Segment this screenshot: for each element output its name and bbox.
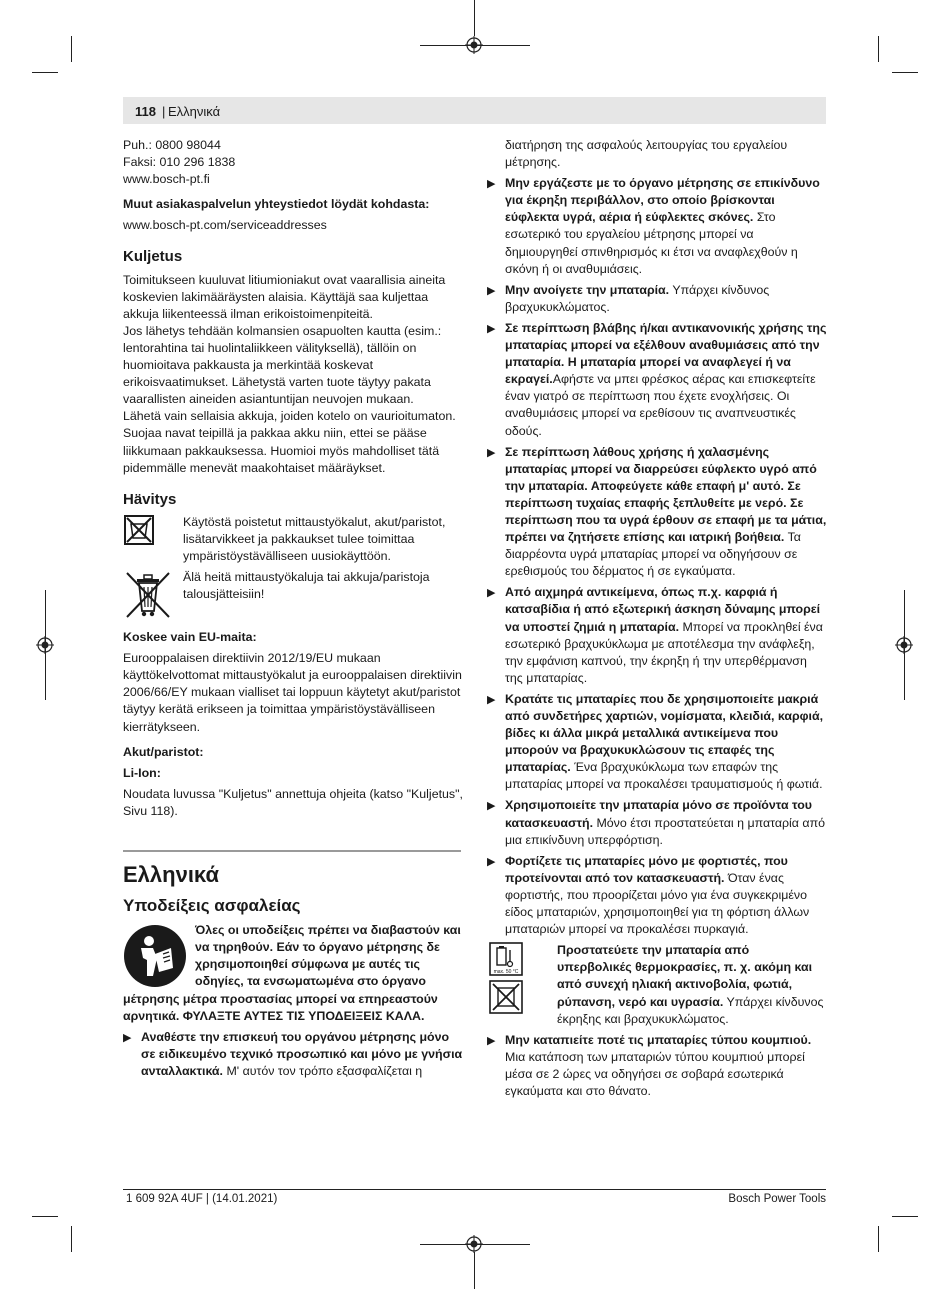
recycle-box-icon <box>123 514 155 546</box>
bullet-bold: Φορτίζετε τις μπαταρίες μόνο με φορτιστές, που προτείνονται από τον κατασκευαστή. <box>505 853 788 885</box>
bullet-triangle-icon: ▶ <box>487 178 496 191</box>
safety-bullet <box>487 175 827 278</box>
safety-intro-text: Όλες οι υποδείξεις πρέπει να διαβαστούν και να τηρηθούν. Εάν το όργανο μέτρησης δε χρησιμοποιηθεί σύμφωνα με αυτές τις οδηγίες, τα ενσωματωμένα στο όργανο μέτρησης μέτρα προστασίας μπορεί να επηρεαστούν αρνητικά. ΦΥΛΑΞΤΕ ΑΥΤΕΣ ΤΙΣ ΥΠΟΔΕΙΞΕΙΣ ΚΑΛΑ. <box>123 923 461 1023</box>
bullet-text: Υπάρχει κίνδυνος βραχυκυκλώματος. <box>505 282 770 314</box>
bullet-text: Μια κατάποση των μπαταριών τύπου κουμπιού μπορεί μέσα σε 2 ώρες να οδηγήσει σε σοβαρά εσωτερικά εγκαύματα και στο θάνατο. <box>505 1049 805 1098</box>
page-number: 118 <box>135 104 156 119</box>
crop-mark <box>892 72 918 73</box>
transport-paragraph: Lähetä vain sellaisia akkuja, joiden kotelo on vaurioitumaton. Suojaa navat teipillä ja pakkaa akku niin, ettei se pääse liikkumaan pakkauksessa. Huomioi myös mahdolliset tätä pidemmälle menevät maakohtaiset määräykset. <box>123 409 456 475</box>
eu-paragraph: Eurooppalaisen direktiivin 2012/19/EU mukaan käyttökelvottomat mittaustyökalut ja eurooppalaisen direktiivin 2006/66/EY mukaan vialliset tai loppuun käytetyt akut/paristot täytyy kerätä erikseen ja toimittaa ympäristöystävälliseen kierrätykseen. <box>123 651 462 734</box>
bullet-text: Όταν ένας φορτιστής, που προορίζεται μόνο για ένα συγκεκριμένο είδος μπαταριών, χρησιμοποιηθεί για τη φόρτιση άλλων μπαταριών μπορεί να προκαλέσει πυρκαγιά. <box>505 870 810 937</box>
transport-paragraph: Jos lähetys tehdään kolmansien osapuolten kautta (esim.: lentorahtina tai huolintaliikkeen välityksellä), tällöin on huomioitava pakkausta ja merkintää koskevat erikoisvaatimukset. Lähetystä varten tuote täytyy pakata vaarallisten aineiden asiantuntijan neuvojen mukaan. <box>123 323 442 407</box>
disposal-item <box>123 569 465 617</box>
bullet-text: Τα διαρρέοντα υγρά μπαταρίας μπορεί να οδηγήσουν σε ερεθισμούς του δέρματος ή σε εγκαύματα. <box>505 530 801 579</box>
safety-title: Υποδείξεις ασφαλείας <box>123 896 301 916</box>
safety-bullet <box>487 691 827 794</box>
crop-mark <box>878 36 879 62</box>
heat-text: Υπάρχει κίνδυνος έκρηξης και βραχυκυκλώματος. <box>557 994 824 1026</box>
heat-warning <box>487 942 827 1027</box>
safety-bullet <box>487 853 827 938</box>
contact-phone: Puh.: 0800 98044 <box>123 138 221 152</box>
bullet-text: Μ' αυτόν τον τρόπο εξασφαλίζεται η <box>223 1063 423 1078</box>
crop-mark <box>32 1216 58 1217</box>
liion-paragraph: Noudata luvussa "Kuljetus" annettuja ohjeita (katso "Kuljetus", Sivu 118). <box>123 786 463 818</box>
crop-mark <box>32 72 58 73</box>
batteries-heading: Akut/paristot: <box>123 744 204 759</box>
footer-doc-id: 1 609 92A 4UF | (14.01.2021) <box>126 1193 278 1205</box>
bullet-triangle-icon: ▶ <box>487 284 496 297</box>
read-manual-icon <box>123 924 187 988</box>
liion-heading: Li-Ion: <box>123 765 161 780</box>
crop-mark <box>71 1226 72 1252</box>
bullet-bold: Μην ανοίγετε την μπαταρία. <box>505 282 670 297</box>
greek-section-title: Ελληνικά <box>123 862 219 887</box>
continuation-text: διατήρηση της ασφαλούς λειτουργίας του εργαλείου μέτρησης. <box>505 138 788 170</box>
section-divider <box>123 850 461 852</box>
max-temperature-icon <box>489 942 523 976</box>
crop-mark <box>474 0 475 36</box>
bullet-bold: Κρατάτε τις μπαταρίες που δε χρησιμοποιείτε μακριά από συνδετήρες χαρτιών, νομίσματα, κλειδιά, καρφιά, βίδες κι άλλα μικρά μεταλλικά αντικείμενα που μπορούν να βραχυκυκλώσουν τις επαφές της μπαταρίας. <box>505 691 824 775</box>
crop-mark <box>474 1252 475 1289</box>
registration-mark-icon <box>465 1235 483 1253</box>
safety-bullet <box>487 282 827 316</box>
registration-mark-icon <box>465 36 483 54</box>
disposal-text: Älä heitä mittaustyökaluja tai akkuja/paristoja talousjätteisiin! <box>183 570 430 602</box>
bullet-bold: Σε περίπτωση λάθους χρήσης ή χαλασμένης μπαταρίας μπορεί να διαρρεύσει εύφλεκτο υγρό από την μπαταρία. Αποφεύγετε κάθε επαφή μ' αυτό. Σε περίπτωση τυχαίας επαφής ξεπλυθείτε με νερό. Σε περίπτωση που τα υγρά έρθουν σε επαφή με τα μάτια, πρέπει να ζητήσετε επίσης και ιατρική βοήθεια. <box>505 444 827 545</box>
bullet-text: Στο εσωτερικό του εργαλείου μέτρησης μπορεί να δημιουργηθεί σπινθηρισμός κι έτσι να αναφλεχθούν η σκόνη ή οι αναθυμιάσεις. <box>505 210 798 276</box>
max-temp-label: max. 50 °C <box>493 969 519 976</box>
page-header <box>123 97 826 124</box>
page-footer <box>123 1189 826 1205</box>
bullet-bold: Από αιχμηρά αντικείμενα, όπως π.χ. καρφιά ή κατσαβίδια ή από εξωτερική άσκηση δύναμης μπορεί να υποστεί ζημιά η μπαταρία. <box>505 585 821 634</box>
bullet-text: Ένα βραχυκύκλωμα των επαφών της μπαταρίας μπορεί να προκαλέσει τραυματισμούς ή φωτιά. <box>505 760 823 792</box>
bullet-text: Αφήστε να μπει φρέσκος αέρας και επισκεφτείτε έναν γιατρό σε περίπτωση που έχετε ενοχλήσεις. Οι αναθυμιάσεις μπορεί να ερεθίσουν τις αναπνευστικές οδούς. <box>505 372 816 438</box>
crossed-bin-icon <box>123 569 173 621</box>
registration-mark-icon <box>36 636 54 654</box>
bullet-bold: Μην καταπιείτε ποτέ τις μπαταρίες τύπου κουμπιού. <box>505 1032 812 1047</box>
disposal-heading: Hävitys <box>123 490 177 508</box>
bullet-text: Μπορεί να προκληθεί ένα εσωτερικό βραχυκύκλωμα με αποτέλεσμα την ανάφλεξη, την εμφάνιση καπνού, την έκρηξη ή την υπερθέρμανση της μπαταρίας. <box>505 619 823 685</box>
service-heading: Muut asiakaspalvelun yhteystiedot löydät kohdasta: <box>123 197 430 212</box>
crop-mark <box>878 1226 879 1252</box>
bullet-triangle-icon: ▶ <box>123 1031 132 1044</box>
bullet-triangle-icon: ▶ <box>487 693 496 706</box>
header-language: Ελληνικά <box>168 104 221 119</box>
bullet-triangle-icon: ▶ <box>487 446 496 459</box>
footer-brand: Bosch Power Tools <box>728 1193 826 1205</box>
bullet-triangle-icon: ▶ <box>487 587 496 600</box>
disposal-item <box>123 514 465 565</box>
bullet-triangle-icon: ▶ <box>487 800 496 813</box>
safety-bullet <box>123 1029 465 1080</box>
safety-intro <box>123 922 465 1025</box>
safety-bullet <box>487 444 827 581</box>
no-water-battery-icon <box>489 980 523 1014</box>
bullet-triangle-icon: ▶ <box>487 322 496 335</box>
bullet-triangle-icon: ▶ <box>487 855 496 868</box>
bullet-triangle-icon: ▶ <box>487 1034 496 1047</box>
crop-mark <box>71 36 72 62</box>
bullet-bold: Σε περίπτωση βλάβης ή/και αντικανονικής χρήσης της μπαταρίας μπορεί να εξέλθουν αναθυμιάσεις από την μπαταρία. Η μπαταρία μπορεί να αναφλεγεί ή να εκραγεί. <box>505 320 827 387</box>
bullet-bold: Μην εργάζεστε με το όργανο μέτρησης σε επικίνδυνο για έκρηξη περιβάλλον, στο οποίο βρίσκονται εύφλεκτα υγρά, αέρια ή εύφλεκτες σκόνες. <box>505 176 820 225</box>
heat-bold: Προστατεύετε την μπαταρία από υπερβολικές θερμοκρασίες, π. χ. ακόμη και από συνεχή ηλιακή ακτινοβολία, φωτιά, ρύπανση, νερό και υγρασία. <box>557 943 813 1009</box>
right-column <box>487 137 827 1104</box>
bullet-bold: Αναθέστε την επισκευή του οργάνου μέτρησης μόνο σε ειδικευμένο τεχνικό προσωπικό και μόνο με γνήσια ανταλλακτικά. <box>141 1029 463 1078</box>
disposal-text: Käytöstä poistetut mittaustyökalut, akut/paristot, lisätarvikkeet ja pakkaukset tulee toimittaa ympäristöystävälliseen uusiokäyttöön. <box>183 514 446 563</box>
contact-fax: Faksi: 010 296 1838 <box>123 155 236 170</box>
service-url: www.bosch-pt.com/serviceaddresses <box>123 218 327 233</box>
left-column <box>123 137 465 1084</box>
header-separator: | <box>162 104 166 119</box>
transport-paragraph: Toimitukseen kuuluvat litiumioniakut ovat vaarallisia aineita koskevien lakimääräysten alaisia. Käyttäjä saa kuljettaa akkuja liikenteessä ilman erikoistoimenpiteitä. <box>123 272 446 321</box>
crop-mark <box>892 1216 918 1217</box>
bullet-bold: Χρησιμοποιείτε την μπαταρία μόνο σε προϊόντα του κατασκευαστή. <box>505 798 812 830</box>
eu-heading: Koskee vain EU-maita: <box>123 630 257 645</box>
safety-bullet <box>487 584 827 687</box>
contact-web: www.bosch-pt.fi <box>123 172 210 187</box>
bullet-text: Μόνο έτσι προστατεύεται η μπαταρία από μια επικίνδυνη υπερφόρτιση. <box>505 815 826 847</box>
safety-bullet <box>487 320 827 440</box>
safety-bullet <box>487 1032 827 1100</box>
safety-bullet <box>487 797 827 848</box>
transport-heading: Kuljetus <box>123 248 183 266</box>
registration-mark-icon <box>895 636 913 654</box>
